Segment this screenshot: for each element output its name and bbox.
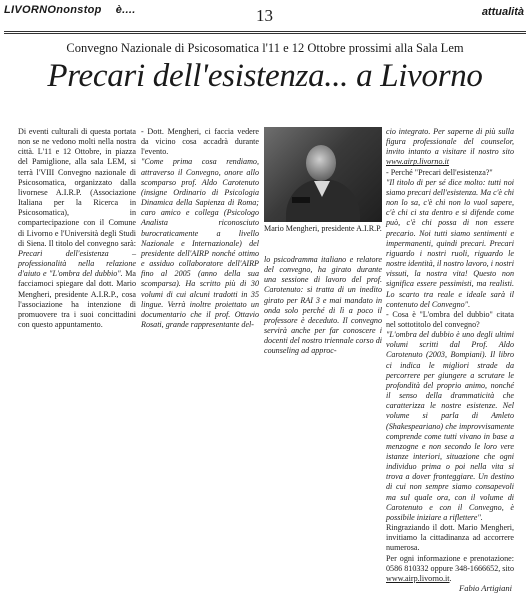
publication-name xyxy=(4,4,136,16)
author-signature: Fabio Artigiani xyxy=(459,583,512,593)
website-link[interactable]: www.airp.livorno.it xyxy=(386,157,450,167)
article-column-4 xyxy=(386,127,514,584)
article-column-3: lo psicodramma italiano e relatore del convegno, ha girato durante una sessione di lavoro del prof. Carotenuto: si tratta di un inedito girato per RAI 3 e mai mandato in onda solo perché di lì a poco il professore è deceduto. Il convegno servirà anche per far conoscere i docenti del nostro triennale corso di counseling ad approc- xyxy=(264,255,382,356)
brand-nonstop: nonstop xyxy=(56,4,102,16)
question-3: - Cosa è "L'ombra del dubbio" citata nel sottotitolo del convegno? xyxy=(386,309,514,329)
question-1: - Dott. Mengheri, ci faccia vedere da vicino cosa accadrà durante l'evento. xyxy=(141,127,259,157)
col1-italic: Precari dell'esistenza – professionalità nella relazione d'aiuto e "L'ombra del dubbio". xyxy=(18,248,136,279)
contact-end: . xyxy=(449,573,452,583)
header-rule xyxy=(4,31,526,32)
section-name: attualità xyxy=(481,6,524,18)
contact-info: Per ogni informazione e prenotazione: 0586 810332 oppure 348-1666652, sito xyxy=(386,553,514,573)
col1-tail: Ma facciamoci spiegare dal dott. Mario Mengheri, presidente A.I.R.P., cosa l'associazione ha intenzione di promuovere tra i suoi concittadini con questo appuntamento. xyxy=(18,269,136,329)
website-link-2[interactable]: www.airp.livorno.it xyxy=(386,573,450,583)
col4-text-a: cio integrato. Per saperne di più sulla figura professionale del counselor, invito intanto a visitare il nostro sito xyxy=(386,127,514,157)
answer-2: "Il titolo di per sé dice molto: tutti noi siamo precari dell'esistenza. Ma c'è chi non lo sa, c'è chi non lo vuol sapere, c'è chi ci sta dentro e si difende come può, c'è chi possa di non essere precario. Noi tutti siamo sentimenti e impermanenti, quindi precari. Precari riguardo i nostri ruoli, riguardo le nostre identità, il nostro lavoro, i nostri vissuti, la nostra vita! Questo non significa essere pessimisti, ma realisti. Lo scarto tra reale e ideale sarà il contenuto del Convegno". xyxy=(386,177,514,309)
answer-1: "Come prima cosa rendiamo, attraverso il Convegno, onore allo scomparso prof. Aldo Carotenuto (insigne Ordinario di Psicologia Dinamica della Sapienza di Roma; caro amico e collega (Psicologo Analista riconosciuto burocraticamente a livello Nazionale e Internazionale) del presidente dell'AIRP nonché ottimo e assiduo collaboratore dell'AIRP fino al 2005 (anno della sua scomparsa). Ha scritto più di 30 volumi di cui alcuni tradotti in 35 lingue. Verrà inoltre proiettato un documentario che il prof. Ottavio Rosati, grande rappresentante del- xyxy=(141,157,259,329)
page-number: 13 xyxy=(256,6,273,25)
page-header xyxy=(0,0,530,30)
header-rule-2 xyxy=(4,33,526,34)
photo-microphone xyxy=(292,197,310,203)
article-kicker: Convegno Nazionale di Psicosomatica l'11 e 12 Ottobre prossimi alla Sala Lem xyxy=(66,41,464,55)
brand-tagline: è.... xyxy=(115,4,136,16)
closing-thanks: Ringraziando il dott. Mario Mengheri, invitiamo la cittadinanza ad accorrere numerosa. xyxy=(386,523,514,553)
photo-caption: Mario Mengheri, presidente A.I.R.P. xyxy=(264,224,382,233)
answer-3: "L'ombra del dubbio è uno degli ultimi volumi scritti dal Prof. Aldo Carotenuto (2003, Bompiani). Il libro ci indica le migliori strade da percorrere per giungere a scrutare le profondità del proprio animo, nonché il senso della drammaticità che caratterizza le nostre esistenze. Nel volume si parla di Amleto (Shakespeariano) che improvvisamente comprende come tutti vivano in base a menzogne e non secondo le loro vere istanze interiori, situazione che ogni individuo prima o poi nella vita si trova a dover fronteggiare. Un destino di cui non sempre siamo consapevoli ma sul quale ora, con il volume di Carotenuto e con il Convegno, è possibile iniziare a riflettere". xyxy=(386,330,514,522)
article-column-2 xyxy=(141,127,259,330)
article-column-1 xyxy=(18,127,136,330)
question-2: - Perché "Precari dell'esistenza?" xyxy=(386,167,493,177)
photo-head xyxy=(306,145,336,181)
col1-text: Di eventi culturali di questa portata non se ne vedono molti nella nostra città. L'11 e 12 Ottobre, in piazza del Pamiglione, alla sala LEM, si terrà l'VIII Convegno nazionale di Psicosomatica, organizzato dalla livornese A.I.R.P. (Associazione Italiana per la Ricerca in Psicosomatica), in compartecipazione con il Comune di Livorno e l'Università degli Studi di Siena. Il titolo del convegno sarà: xyxy=(18,127,136,248)
portrait-photo xyxy=(264,127,382,222)
article-title: Precari dell'esistenza... a Livorno xyxy=(47,58,483,94)
brand-livorno: LIVORNO xyxy=(4,4,57,16)
